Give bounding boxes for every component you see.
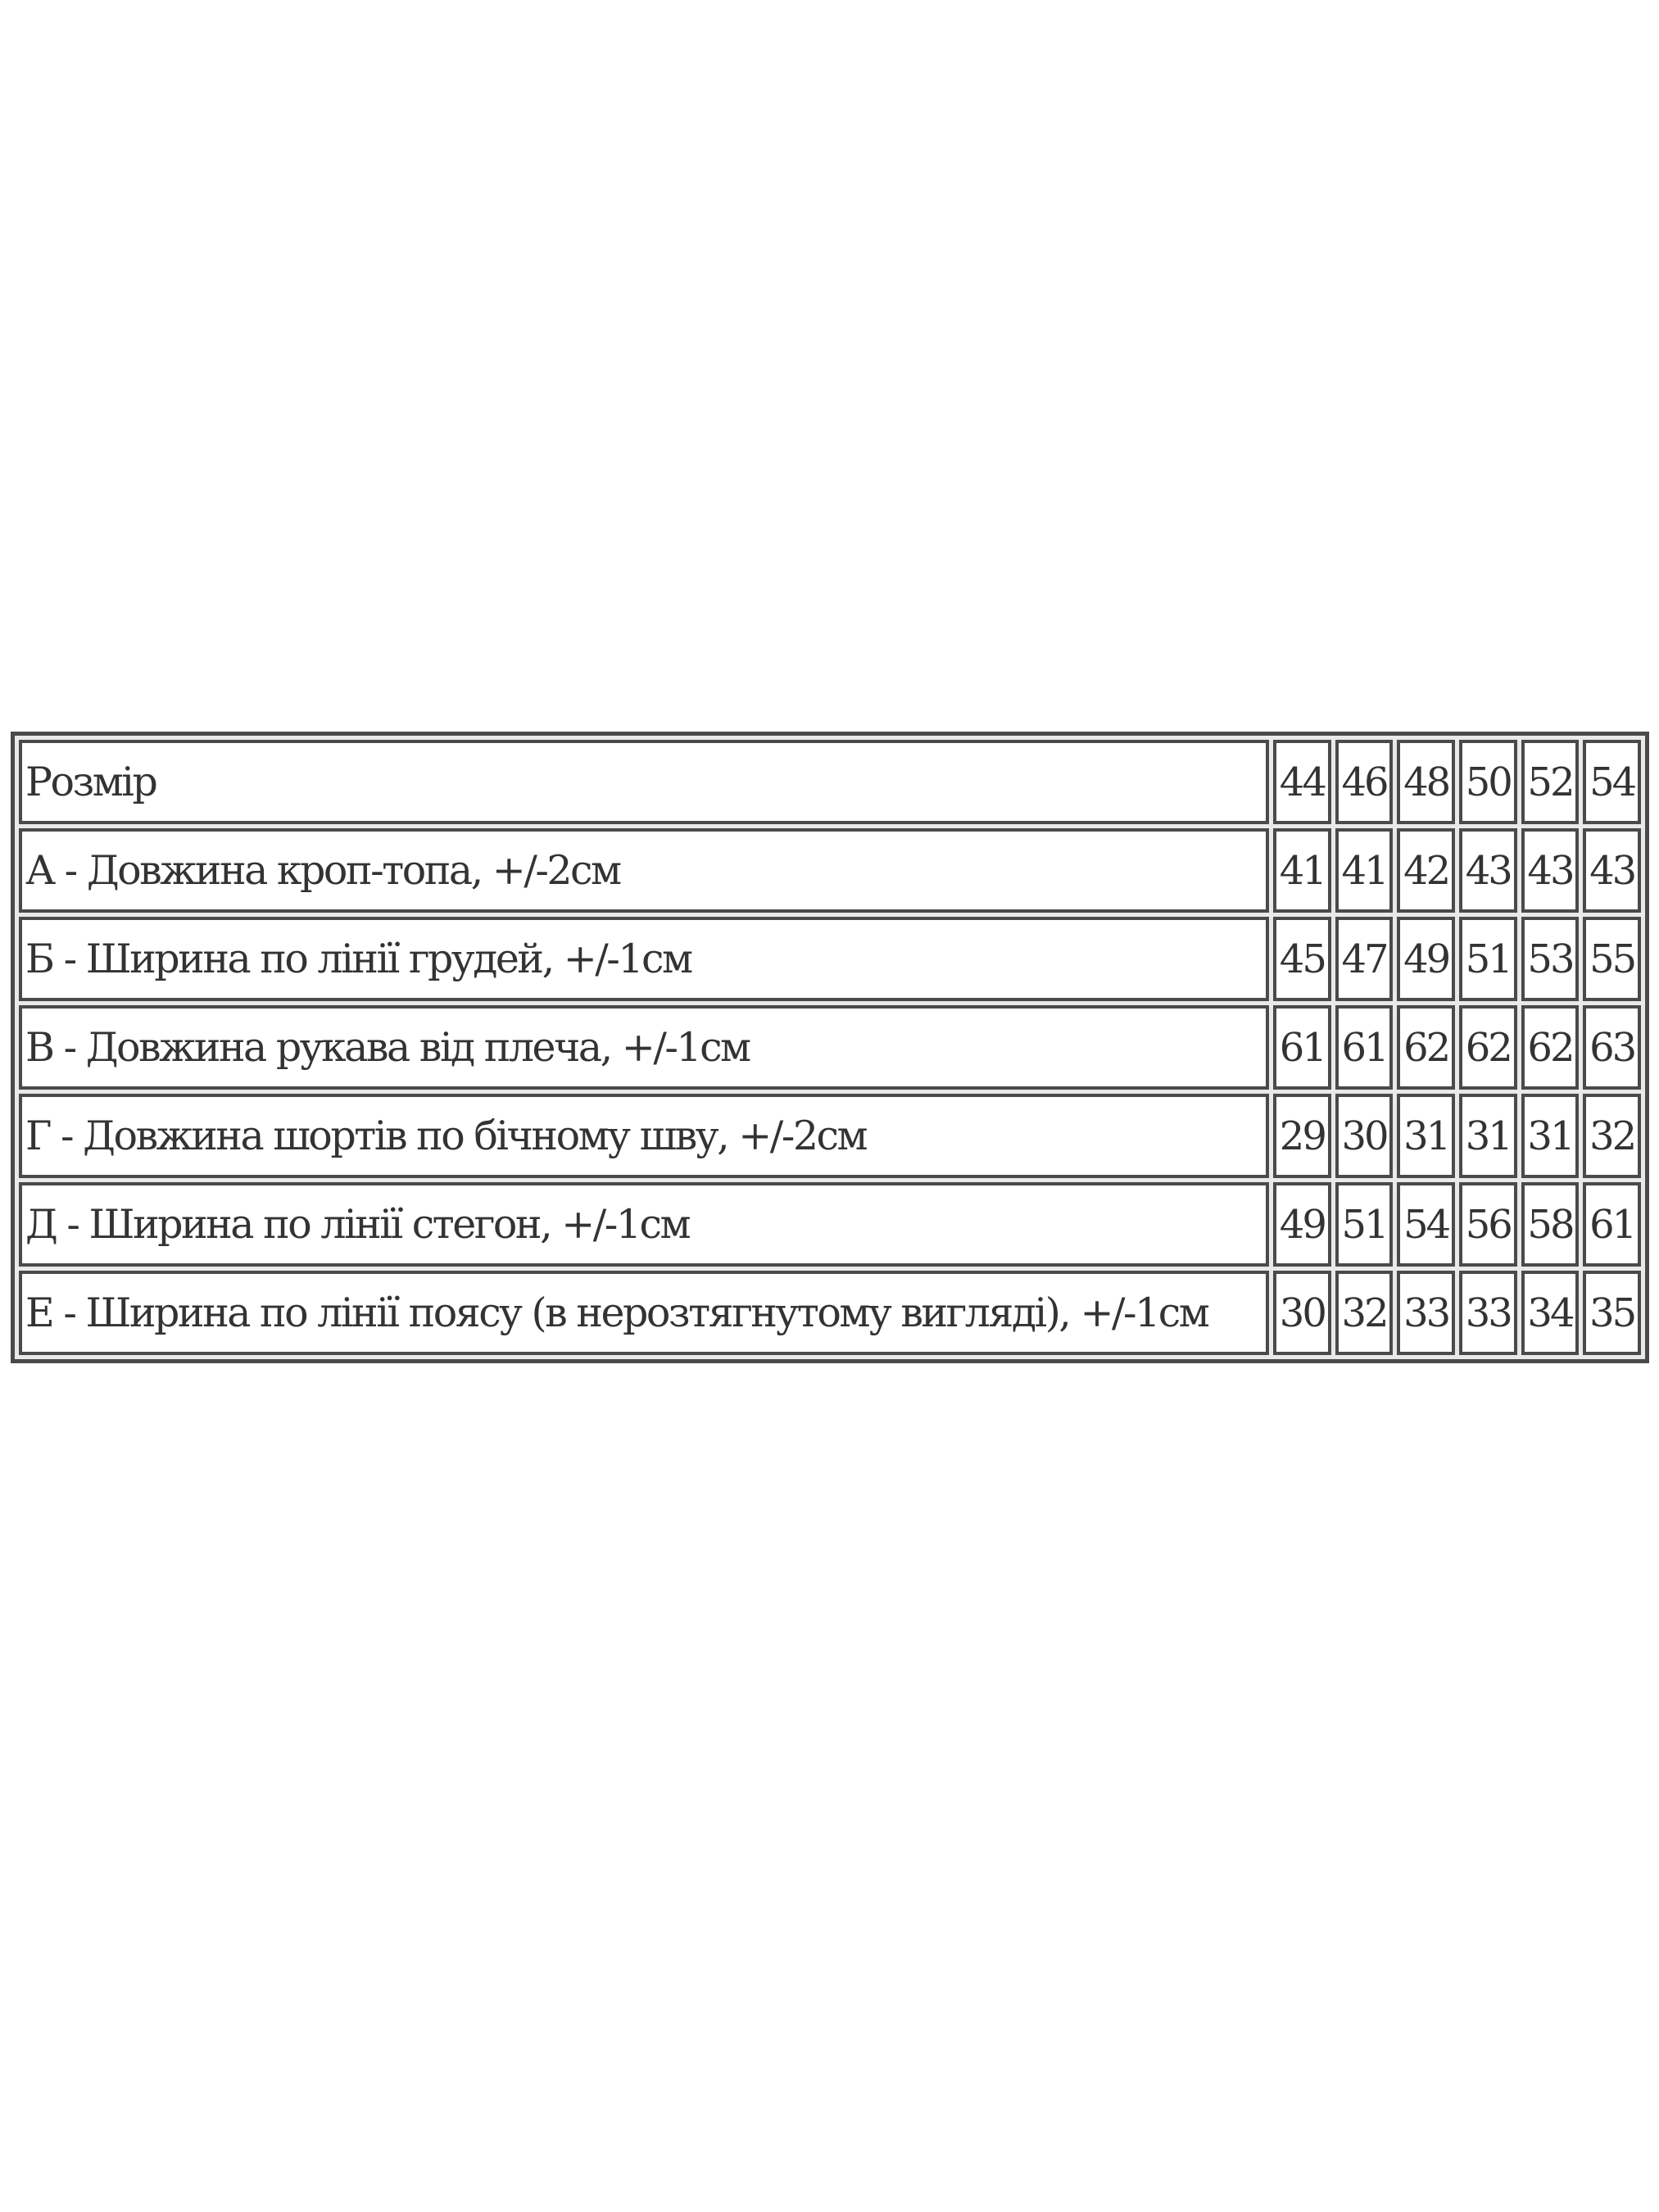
measurement-cell: 35 — [1583, 1271, 1641, 1355]
measurement-cell: 53 — [1521, 917, 1580, 1001]
row-label: Б - Ширина по лінії грудей, +/-1см — [19, 917, 1269, 1001]
table-row — [19, 1182, 1641, 1267]
measurement-cell: 32 — [1335, 1271, 1394, 1355]
measurement-cell: 51 — [1335, 1182, 1394, 1267]
table-row — [19, 1271, 1641, 1355]
row-label: Е - Ширина по лінії поясу (в нерозтягнутому вигляді), +/-1см — [19, 1271, 1269, 1355]
measurement-cell: 30 — [1273, 1271, 1331, 1355]
measurement-cell: 56 — [1459, 1182, 1517, 1267]
row-label: А - Довжина кроп-топа, +/-2см — [19, 828, 1269, 913]
measurement-cell: 58 — [1521, 1182, 1580, 1267]
size-header-cell: 50 — [1459, 740, 1517, 824]
measurement-cell: 45 — [1273, 917, 1331, 1001]
measurement-cell: 61 — [1583, 1182, 1641, 1267]
measurement-cell: 31 — [1397, 1094, 1455, 1178]
size-header-cell: 46 — [1335, 740, 1394, 824]
measurement-cell: 41 — [1335, 828, 1394, 913]
measurement-cell: 54 — [1397, 1182, 1455, 1267]
row-label: В - Довжина рукава від плеча, +/-1см — [19, 1005, 1269, 1090]
measurement-cell: 63 — [1583, 1005, 1641, 1090]
measurement-cell: 47 — [1335, 917, 1394, 1001]
measurement-cell: 41 — [1273, 828, 1331, 913]
measurement-cell: 31 — [1459, 1094, 1517, 1178]
measurement-cell: 30 — [1335, 1094, 1394, 1178]
table-header-row — [19, 740, 1641, 824]
measurement-cell: 33 — [1397, 1271, 1455, 1355]
measurement-cell: 61 — [1335, 1005, 1394, 1090]
table-row — [19, 917, 1641, 1001]
table-row — [19, 1005, 1641, 1090]
size-chart — [11, 732, 1649, 1363]
measurement-cell: 62 — [1521, 1005, 1580, 1090]
measurement-cell: 43 — [1583, 828, 1641, 913]
measurement-cell: 33 — [1459, 1271, 1517, 1355]
measurement-cell: 34 — [1521, 1271, 1580, 1355]
measurement-cell: 62 — [1459, 1005, 1517, 1090]
size-table — [11, 732, 1649, 1363]
table-row — [19, 1094, 1641, 1178]
measurement-cell: 43 — [1459, 828, 1517, 913]
measurement-cell: 49 — [1273, 1182, 1331, 1267]
size-header-cell: 48 — [1397, 740, 1455, 824]
size-header-cell: 54 — [1583, 740, 1641, 824]
header-label: Розмір — [19, 740, 1269, 824]
size-header-cell: 44 — [1273, 740, 1331, 824]
measurement-cell: 29 — [1273, 1094, 1331, 1178]
measurement-cell: 55 — [1583, 917, 1641, 1001]
measurement-cell: 43 — [1521, 828, 1580, 913]
measurement-cell: 31 — [1521, 1094, 1580, 1178]
measurement-cell: 51 — [1459, 917, 1517, 1001]
measurement-cell: 49 — [1397, 917, 1455, 1001]
row-label: Д - Ширина по лінії стегон, +/-1см — [19, 1182, 1269, 1267]
size-header-cell: 52 — [1521, 740, 1580, 824]
measurement-cell: 32 — [1583, 1094, 1641, 1178]
row-label: Г - Довжина шортів по бічному шву, +/-2см — [19, 1094, 1269, 1178]
measurement-cell: 62 — [1397, 1005, 1455, 1090]
measurement-cell: 61 — [1273, 1005, 1331, 1090]
measurement-cell: 42 — [1397, 828, 1455, 913]
table-row — [19, 828, 1641, 913]
